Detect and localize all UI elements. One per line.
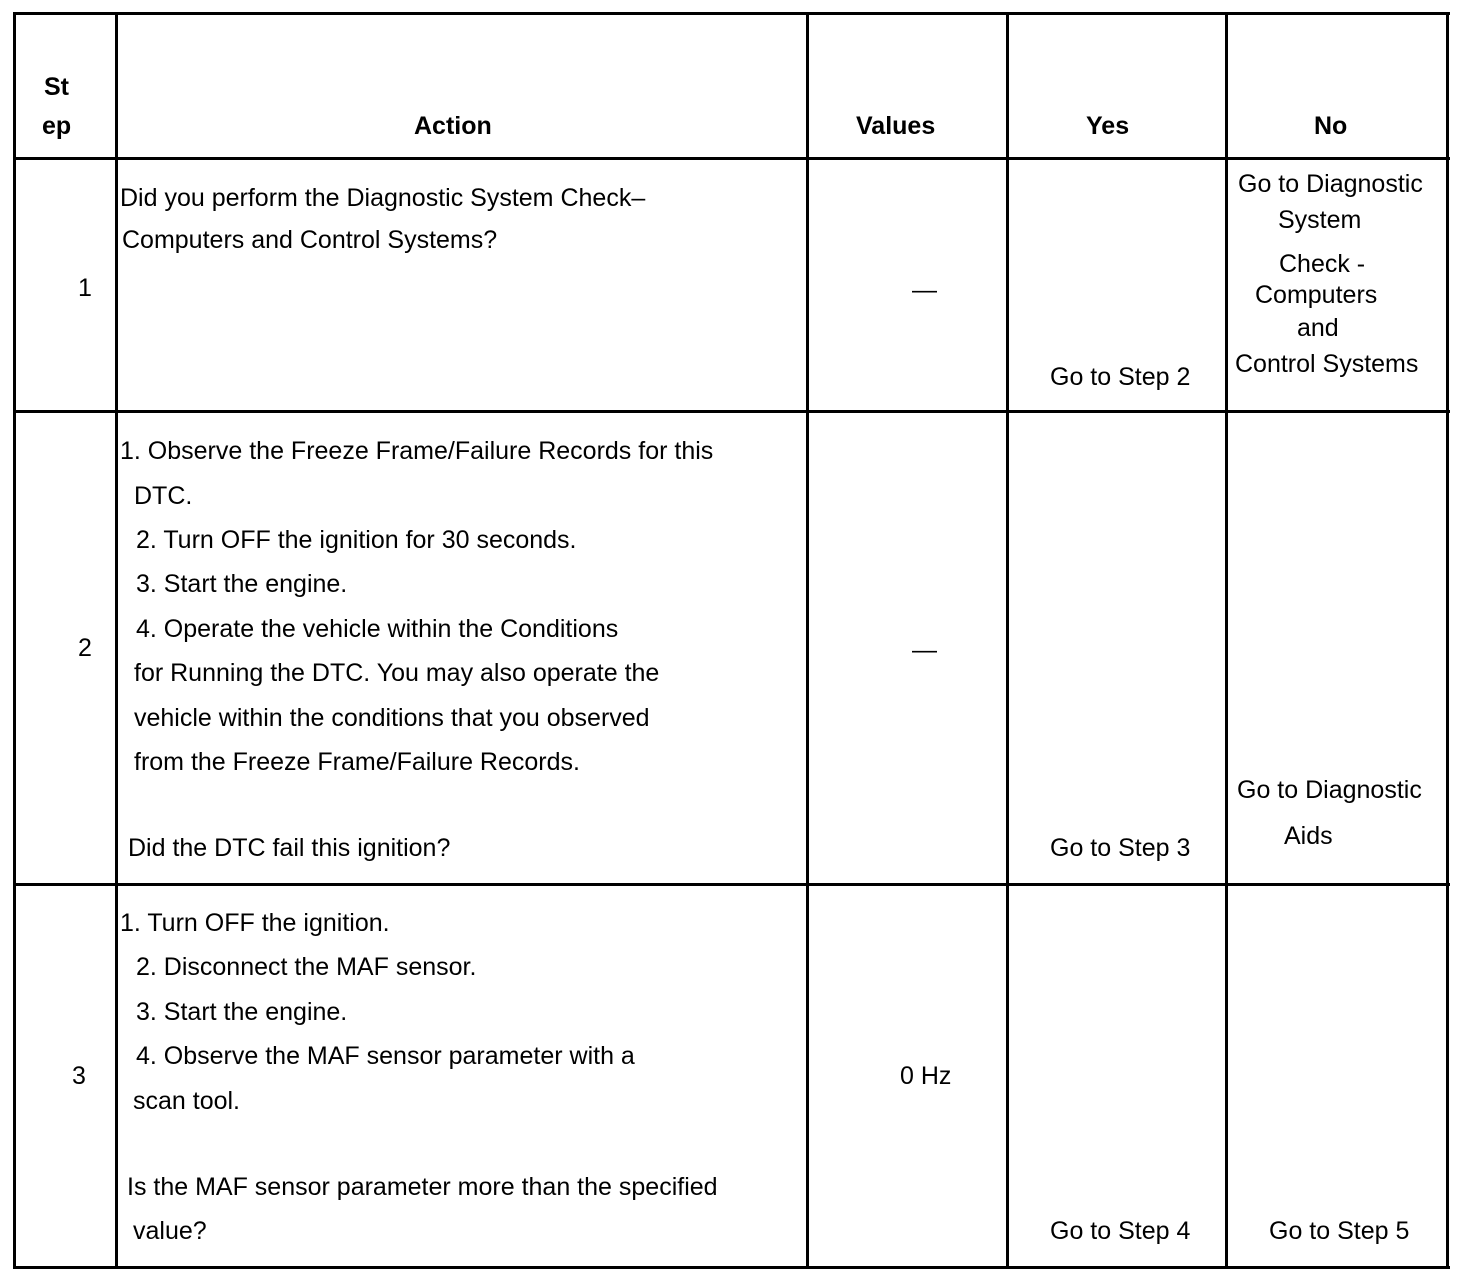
- row1-no-line: and: [1297, 314, 1339, 342]
- header-action: Action: [414, 112, 492, 140]
- row-divider: [13, 883, 1450, 886]
- row3-action-line: value?: [133, 1217, 207, 1245]
- row2-action-line: 3. Start the engine.: [136, 570, 348, 598]
- column-divider: [1225, 12, 1228, 1269]
- row2-action-line: 4. Operate the vehicle within the Conditions: [136, 615, 619, 643]
- row1-value: —: [912, 276, 937, 304]
- row-divider: [13, 410, 1450, 413]
- header-step-line1: St: [44, 73, 69, 101]
- row2-action-line: vehicle within the conditions that you observed: [134, 704, 650, 732]
- row2-yes: Go to Step 3: [1050, 834, 1191, 862]
- row2-action-line: for Running the DTC. You may also operate the: [134, 659, 660, 687]
- row1-no-line: Check -: [1279, 250, 1366, 278]
- row3-yes: Go to Step 4: [1050, 1217, 1191, 1245]
- row2-no-line: Aids: [1284, 822, 1333, 850]
- row3-action-line: scan tool.: [133, 1087, 241, 1115]
- row1-step: 1: [78, 274, 92, 302]
- row3-action-line: Is the MAF sensor parameter more than the specified: [127, 1173, 718, 1201]
- row3-step: 3: [72, 1062, 86, 1090]
- table-border-bottom: [13, 1266, 1450, 1269]
- header-step-line2: ep: [42, 112, 72, 140]
- table-border-right: [1446, 12, 1449, 1269]
- row2-value: —: [912, 636, 937, 664]
- row1-action-line: Computers and Control Systems?: [122, 226, 498, 254]
- row2-action-line: 1. Observe the Freeze Frame/Failure Records for this: [120, 437, 714, 465]
- row3-no: Go to Step 5: [1269, 1217, 1410, 1245]
- row1-no-line: Go to Diagnostic: [1238, 170, 1423, 198]
- row3-action-line: 1. Turn OFF the ignition.: [120, 909, 390, 937]
- row3-value: 0 Hz: [900, 1062, 952, 1090]
- header-yes: Yes: [1086, 112, 1130, 140]
- row1-action-line: Did you perform the Diagnostic System Check–: [120, 184, 646, 212]
- header-no: No: [1314, 112, 1348, 140]
- column-divider: [1006, 12, 1009, 1269]
- row3-action-line: 4. Observe the MAF sensor parameter with a: [136, 1042, 635, 1070]
- row3-action-line: 2. Disconnect the MAF sensor.: [136, 953, 477, 981]
- row2-no-line: Go to Diagnostic: [1237, 776, 1422, 804]
- column-divider: [115, 12, 118, 1269]
- header-row-divider: [13, 157, 1450, 160]
- row2-action-line: from the Freeze Frame/Failure Records.: [134, 748, 580, 776]
- row3-action-line: 3. Start the engine.: [136, 998, 348, 1026]
- row2-action-line: 2. Turn OFF the ignition for 30 seconds.: [136, 526, 577, 554]
- table-border-top: [13, 12, 1450, 15]
- row2-action-line: Did the DTC fail this ignition?: [128, 834, 451, 862]
- row1-no-line: Computers: [1255, 281, 1378, 309]
- row2-step: 2: [78, 634, 92, 662]
- row2-action-line: DTC.: [134, 482, 193, 510]
- table-border-left: [13, 12, 16, 1269]
- row1-no-line: Control Systems: [1235, 350, 1419, 378]
- row1-no-line: System: [1278, 206, 1362, 234]
- column-divider: [806, 12, 809, 1269]
- row1-yes: Go to Step 2: [1050, 363, 1191, 391]
- header-values: Values: [856, 112, 936, 140]
